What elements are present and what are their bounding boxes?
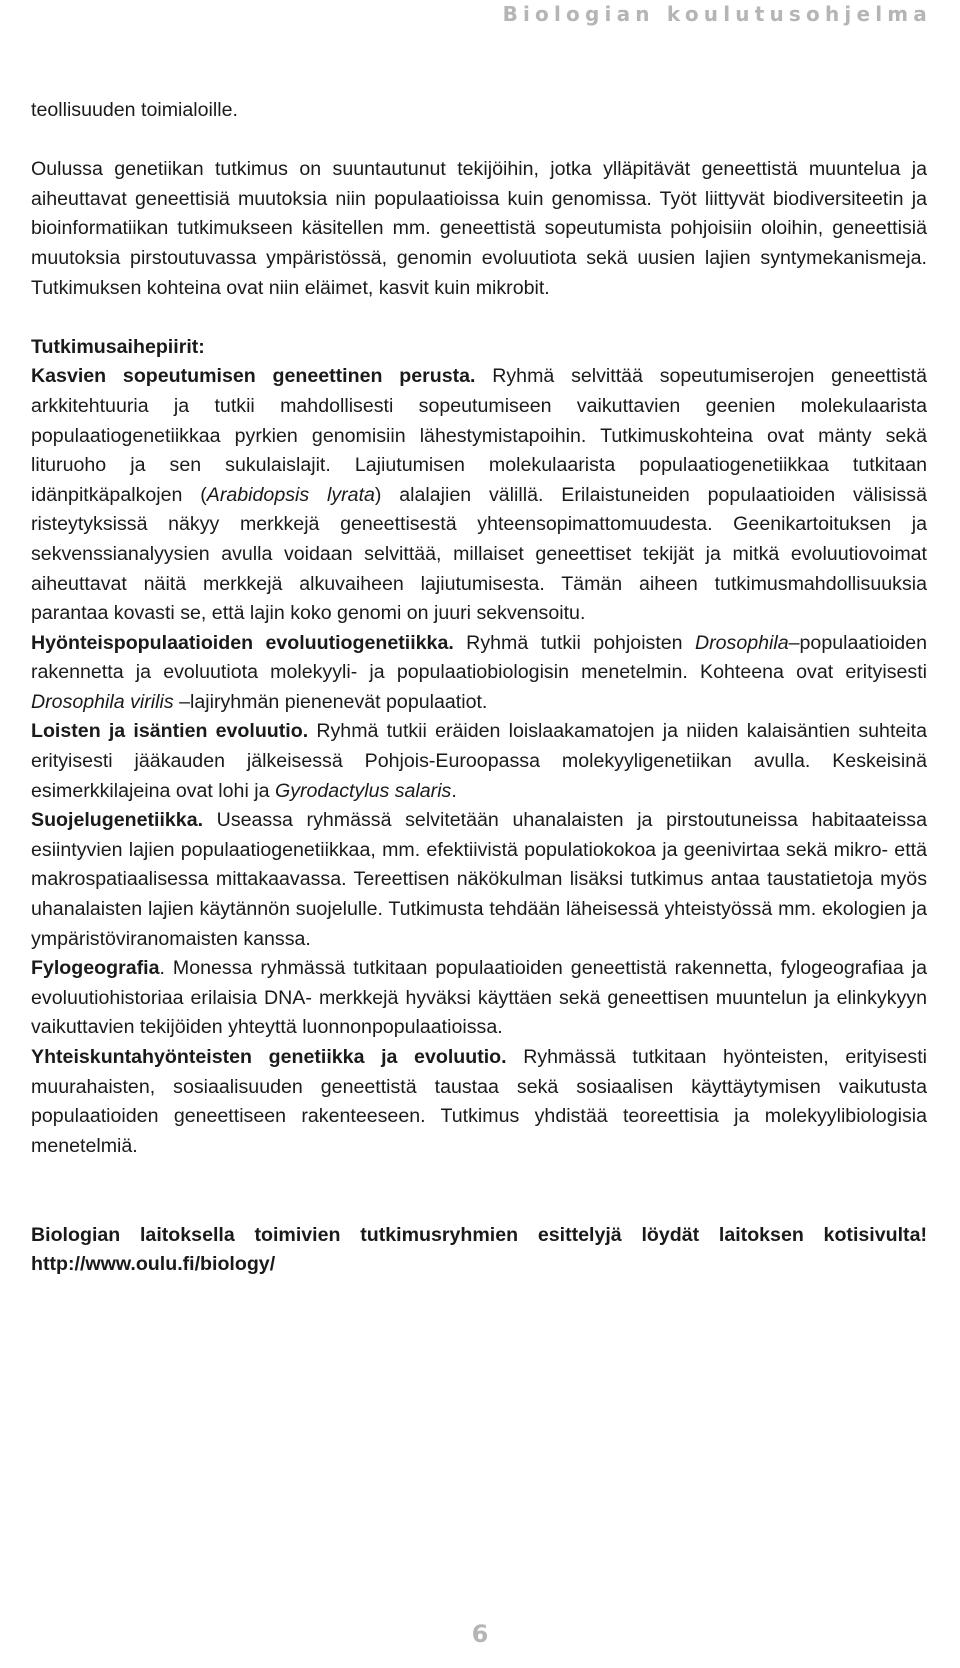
topic-heading: Fylogeografia <box>31 957 160 980</box>
topic-plant-adaptation: Kasvien sopeutumisen geneettinen perusta. Ryhmä selvittää sopeutumiserojen geneettistä arkkitehtuuria ja tutkii mahdollisesti sopeutumiseen vaikuttavien geenien molekulaarista populaatiogenetiikkaa pyrkien genomisiin lähestymistapoihin. Tutkimuskohteina ovat mänty sekä lituruoho ja sen sukulaislajit. Lajiutumisen molekulaarista populaatiogenetiikkaa tutkitaan idänpitkäpalkojen (Arabidopsis lyrata) alalajien välillä. Erilaistuneiden populaatioiden välisissä risteytyksissä näkyy merkkejä geneettisestä yhteensopimattomuudesta. Geenikartoituksen ja sekvenssianalyysien avulla voidaan selvittää, millaiset geneettiset tekijät ja mitkä evoluutiovoimat aiheuttavat näitä merkkejä alkuvaiheen lajiutumisesta. Tämän aiheen tutkimusmahdollisuuksia parantaa kovasti se, että lajin koko genomi on juuri sekvensoitu. <box>31 365 928 625</box>
topic-heading: Yhteiskuntahyönteisten genetiikka ja evoluutio. <box>31 1046 507 1068</box>
species-name: Drosophila virilis <box>31 690 174 713</box>
species-name: Arabidopsis lyrata <box>206 483 375 506</box>
biology-website-link[interactable]: http://www.oulu.fi/biology/ <box>31 1253 276 1276</box>
topic-parasite-host: Loisten ja isäntien evoluutio. Ryhmä tutkii eräiden loislaakamatojen ja niiden kalaisäntien suhteita erityisesti jääkauden jälkeisessä Pohjois-Euroopassa molekyyligenetiikan avulla. Keskeisinä esimerkkilajeina ovat lohi ja Gyrodactylus salaris. <box>31 720 927 802</box>
document-body <box>31 96 927 1280</box>
topic-phylogeography: Fylogeografia. Monessa ryhmässä tutkitaan populaatioiden geneettistä rakennetta, fylogeografiaa ja evoluutiohistoriaa erilaisia DNA- merkkejä hyväksi käyttäen sekä geneettisen muuntelun ja elinkykyyn vaikuttavien tekijöiden yhteyttä luonnonpopulaatioissa. <box>31 957 927 1039</box>
topic-heading: Kasvien sopeutumisen geneettinen perusta. <box>31 365 476 388</box>
intro-paragraph: teollisuuden toimialoille. <box>31 99 238 121</box>
topic-conservation-genetics: Suojelugenetiikka. Useassa ryhmässä selvitetään uhanalaisten ja pirstoutuneissa habitaateissa esiintyvien lajien populaatiogenetiikkaa, mm. efektiivistä populatiokokoa ja geenivirtaa sekä mikro- että makrospatiaalisessa mittakaavassa. Tereettisen näkökulman lisäksi tutkimus antaa taustatietoja myös uhanalaisten lajien käytännön suojelulle. Tutkimusta tehdään läheisessä yhteistyössä mm. ekologien ja ympäristöviranomaisten kanssa. <box>31 809 927 950</box>
topic-insect-populations: Hyönteispopulaatioiden evoluutiogenetiikka. Ryhmä tutkii pohjoisten Drosophila–populaatioiden rakennetta ja evoluutiota molekyyli- ja populaatiobiologisin menetelmin. Kohteena ovat erityisesti Drosophila virilis –lajiryhmän pienenevät populaatiot. <box>31 631 927 713</box>
species-name: Drosophila <box>694 631 789 654</box>
oulu-genetics-paragraph: Oulussa genetiikan tutkimus on suuntautunut tekijöihin, jotka ylläpitävät geneettistä muuntelua ja aiheuttavat geneettisiä muutoksia niin populaatioissa kuin genomissa. Työt liittyvät biodiversiteetin ja bioinformatiikan tutkimukseen käsitellen mm. geneettistä sopeutumista pohjoisiin oloihin, geneettisiä muutoksia pirstoutuvassa ympäristössä, genomin evoluutiota sekä uusien lajien syntymekanismeja. Tutkimuksen kohteina ovat niin eläimet, kasvit kuin mikrobit. <box>31 158 927 299</box>
running-header: Biologian koulutusohjelma <box>502 2 932 26</box>
section-title: Tutkimusaihepiirit: <box>31 335 205 358</box>
page-number: 6 <box>471 1620 489 1648</box>
topic-heading: Hyönteispopulaatioiden evoluutiogenetiikka. <box>31 631 454 654</box>
species-name: Gyrodactylus salaris <box>274 779 452 802</box>
topic-heading: Suojelugenetiikka. <box>31 809 204 832</box>
closing-paragraph: Biologian laitoksella toimivien tutkimusryhmien esittelyjä löydät laitoksen kotisivulta! http://www.oulu.fi/biology/ <box>31 1223 927 1276</box>
topic-heading: Loisten ja isäntien evoluutio. <box>31 720 309 743</box>
topic-social-insects: Yhteiskuntahyönteisten genetiikka ja evoluutio. Ryhmässä tutkitaan hyönteisten, erityisesti muurahaisten, sosiaalisuuden geneettistä taustaa sekä sosiaalisen käyttäytymisen vaikutusta populaatioiden geneettiseen rakenteeseen. Tutkimus yhdistää teoreettisia ja molekyylibiologisia menetelmiä. <box>31 1046 927 1157</box>
